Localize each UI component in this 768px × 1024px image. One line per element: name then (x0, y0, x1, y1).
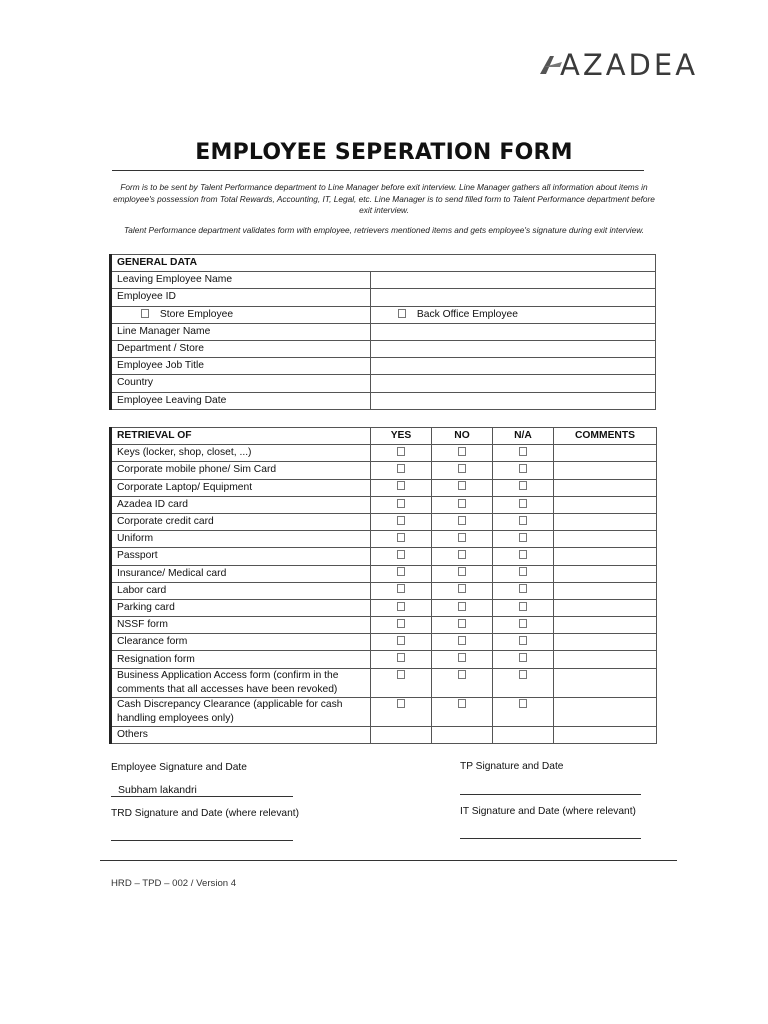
logo-wordmark: AZADEA (560, 48, 699, 82)
table-row (111, 668, 657, 697)
retrieval-no-cell (432, 726, 493, 743)
country-field[interactable] (371, 375, 656, 392)
table-row (111, 375, 656, 392)
retrieval-no-checkbox[interactable] (458, 550, 466, 559)
retrieval-na-cell (493, 668, 554, 697)
retrieval-no-cell (432, 513, 493, 530)
retrieval-yes-checkbox[interactable] (397, 550, 405, 559)
column-header-na: N/A (493, 428, 554, 445)
retrieval-item-label: Insurance/ Medical card (111, 565, 371, 582)
department-store-field[interactable] (371, 340, 656, 357)
retrieval-no-checkbox[interactable] (458, 619, 466, 628)
retrieval-yes-checkbox[interactable] (397, 481, 405, 490)
footer-divider (100, 860, 677, 861)
retrieval-na-checkbox[interactable] (519, 653, 527, 662)
retrieval-na-checkbox[interactable] (519, 670, 527, 679)
instruction-note-1: Form is to be sent by Talent Performance department to Line Manager before exit interview. Line Manager gathers all information about items in employee's possession from Total Rewards, Accounting, IT, Legal, etc. Line Manager is to send filled form to Talent Performance department before exit interview. (113, 182, 655, 215)
retrieval-comment-field[interactable] (554, 531, 657, 548)
retrieval-yes-checkbox[interactable] (397, 602, 405, 611)
table-row (111, 323, 656, 340)
retrieval-no-checkbox[interactable] (458, 481, 466, 490)
table-row (111, 462, 657, 479)
employee-signature-value[interactable]: Subham lakandri (118, 784, 197, 796)
retrieval-item-label: Parking card (111, 599, 371, 616)
retrieval-yes-cell (371, 496, 432, 513)
retrieval-item-label: Corporate Laptop/ Equipment (111, 479, 371, 496)
retrieval-na-checkbox[interactable] (519, 602, 527, 611)
retrieval-no-checkbox[interactable] (458, 584, 466, 593)
table-row (111, 531, 657, 548)
page-title: EMPLOYEE SEPERATION FORM (195, 140, 573, 165)
retrieval-na-checkbox[interactable] (519, 699, 527, 708)
trd-signature-label: TRD Signature and Date (where relevant) (111, 808, 299, 819)
retrieval-na-cell (493, 548, 554, 565)
retrieval-yes-checkbox[interactable] (397, 619, 405, 628)
retrieval-yes-cell (371, 462, 432, 479)
general-data-heading: GENERAL DATA (111, 255, 656, 272)
retrieval-item-label: Keys (locker, shop, closet, ...) (111, 445, 371, 462)
retrieval-yes-cell (371, 726, 432, 743)
retrieval-yes-checkbox[interactable] (397, 636, 405, 645)
employee-id-field[interactable] (371, 289, 656, 306)
retrieval-item-label: Uniform (111, 531, 371, 548)
retrieval-item-label: Others (111, 726, 371, 743)
retrieval-na-cell (493, 651, 554, 668)
tp-signature-label: TP Signature and Date (460, 761, 564, 772)
retrieval-no-cell (432, 634, 493, 651)
retrieval-no-checkbox[interactable] (458, 670, 466, 679)
retrieval-item-label: Resignation form (111, 651, 371, 668)
retrieval-no-checkbox[interactable] (458, 447, 466, 456)
retrieval-yes-checkbox[interactable] (397, 699, 405, 708)
retrieval-na-checkbox[interactable] (519, 481, 527, 490)
retrieval-comment-field[interactable] (554, 651, 657, 668)
table-row (111, 697, 657, 726)
retrieval-yes-checkbox[interactable] (397, 533, 405, 542)
field-label: Leaving Employee Name (111, 272, 371, 289)
back-office-checkbox[interactable] (398, 309, 406, 318)
company-logo (538, 46, 728, 82)
retrieval-na-cell (493, 617, 554, 634)
table-row (111, 289, 656, 306)
field-label: Line Manager Name (111, 323, 371, 340)
back-office-cell (371, 306, 656, 323)
table-row (111, 496, 657, 513)
retrieval-item-label: Clearance form (111, 634, 371, 651)
retrieval-yes-checkbox[interactable] (397, 499, 405, 508)
table-row (111, 358, 656, 375)
retrieval-yes-cell (371, 479, 432, 496)
employee-signature-line (111, 796, 293, 797)
table-row (111, 651, 657, 668)
table-row (111, 272, 656, 289)
table-row (111, 582, 657, 599)
retrieval-comment-field[interactable] (554, 496, 657, 513)
retrieval-yes-cell (371, 617, 432, 634)
leaving-date-field[interactable] (371, 392, 656, 409)
retrieval-na-cell (493, 462, 554, 479)
retrieval-no-cell (432, 582, 493, 599)
retrieval-na-checkbox[interactable] (519, 550, 527, 559)
retrieval-no-checkbox[interactable] (458, 636, 466, 645)
retrieval-comment-field[interactable] (554, 634, 657, 651)
retrieval-na-cell (493, 599, 554, 616)
retrieval-item-label: Cash Discrepancy Clearance (applicable for cash handling employees only) (111, 697, 371, 726)
retrieval-comment-field[interactable] (554, 565, 657, 582)
retrieval-na-cell (493, 634, 554, 651)
retrieval-no-checkbox[interactable] (458, 533, 466, 542)
retrieval-na-checkbox[interactable] (519, 499, 527, 508)
retrieval-na-cell (493, 697, 554, 726)
field-label: Employee ID (111, 289, 371, 306)
store-employee-checkbox[interactable] (141, 309, 149, 318)
retrieval-na-checkbox[interactable] (519, 464, 527, 473)
retrieval-no-checkbox[interactable] (458, 567, 466, 576)
field-label: Department / Store (111, 340, 371, 357)
retrieval-na-cell (493, 496, 554, 513)
retrieval-comment-field[interactable] (554, 445, 657, 462)
retrieval-yes-checkbox[interactable] (397, 516, 405, 525)
retrieval-no-cell (432, 531, 493, 548)
back-office-label: Back Office Employee (416, 308, 518, 320)
retrieval-na-checkbox[interactable] (519, 636, 527, 645)
retrieval-body (111, 445, 657, 744)
retrieval-no-checkbox[interactable] (458, 499, 466, 508)
field-label: Country (111, 375, 371, 392)
retrieval-comment-field[interactable] (554, 726, 657, 743)
line-manager-name-field[interactable] (371, 323, 656, 340)
it-signature-line[interactable] (460, 838, 641, 839)
retrieval-item-label: Labor card (111, 582, 371, 599)
retrieval-na-cell (493, 726, 554, 743)
retrieval-yes-checkbox[interactable] (397, 670, 405, 679)
table-row (111, 306, 656, 323)
retrieval-no-cell (432, 668, 493, 697)
retrieval-na-checkbox[interactable] (519, 584, 527, 593)
leaving-employee-name-field[interactable] (371, 272, 656, 289)
retrieval-yes-cell (371, 668, 432, 697)
retrieval-yes-checkbox[interactable] (397, 653, 405, 662)
retrieval-item-label: NSSF form (111, 617, 371, 634)
retrieval-no-cell (432, 697, 493, 726)
trd-signature-line[interactable] (111, 840, 293, 841)
instruction-note-2: Talent Performance department validates form with employee, retrievers mentioned items and gets employee's signature during exit interview. (123, 225, 645, 235)
retrieval-comment-field[interactable] (554, 617, 657, 634)
retrieval-no-checkbox[interactable] (458, 516, 466, 525)
retrieval-no-cell (432, 651, 493, 668)
table-row (111, 726, 657, 743)
tp-signature-line[interactable] (460, 794, 641, 795)
table-header-row (111, 428, 657, 445)
table-row (111, 392, 656, 409)
retrieval-no-checkbox[interactable] (458, 699, 466, 708)
table-row (111, 513, 657, 530)
retrieval-yes-cell (371, 697, 432, 726)
retrieval-na-cell (493, 479, 554, 496)
document-code: HRD – TPD – 002 / Version 4 (111, 878, 237, 889)
retrieval-yes-cell (371, 513, 432, 530)
retrieval-yes-cell (371, 634, 432, 651)
it-signature-label: IT Signature and Date (where relevant) (460, 806, 636, 817)
table-row (111, 340, 656, 357)
retrieval-no-checkbox[interactable] (458, 602, 466, 611)
retrieval-no-cell (432, 479, 493, 496)
retrieval-na-checkbox[interactable] (519, 516, 527, 525)
column-header-no: NO (432, 428, 493, 445)
retrieval-yes-cell (371, 599, 432, 616)
retrieval-comment-field[interactable] (554, 513, 657, 530)
retrieval-yes-cell (371, 548, 432, 565)
table-row (111, 445, 657, 462)
table-row (111, 565, 657, 582)
retrieval-comment-field[interactable] (554, 462, 657, 479)
retrieval-yes-checkbox[interactable] (397, 584, 405, 593)
retrieval-item-label: Business Application Access form (confirm in the comments that all accesses have been revoked) (111, 668, 371, 697)
table-row (111, 617, 657, 634)
retrieval-table (109, 427, 657, 744)
table-row (111, 548, 657, 565)
retrieval-no-checkbox[interactable] (458, 464, 466, 473)
table-row (111, 634, 657, 651)
retrieval-no-cell (432, 548, 493, 565)
retrieval-comment-field[interactable] (554, 697, 657, 726)
retrieval-no-cell (432, 565, 493, 582)
retrieval-yes-cell (371, 582, 432, 599)
retrieval-comment-field[interactable] (554, 479, 657, 496)
retrieval-na-cell (493, 513, 554, 530)
retrieval-item-label: Passport (111, 548, 371, 565)
retrieval-na-cell (493, 531, 554, 548)
job-title-field[interactable] (371, 358, 656, 375)
store-employee-cell (111, 306, 371, 323)
field-label: Employee Leaving Date (111, 392, 371, 409)
retrieval-yes-cell (371, 445, 432, 462)
retrieval-no-cell (432, 445, 493, 462)
table-row (111, 599, 657, 616)
field-label: Employee Job Title (111, 358, 371, 375)
retrieval-comment-field[interactable] (554, 599, 657, 616)
retrieval-comment-field[interactable] (554, 548, 657, 565)
retrieval-item-label: Azadea ID card (111, 496, 371, 513)
retrieval-yes-cell (371, 565, 432, 582)
retrieval-no-cell (432, 617, 493, 634)
retrieval-na-checkbox[interactable] (519, 447, 527, 456)
retrieval-comment-field[interactable] (554, 668, 657, 697)
retrieval-item-label: Corporate mobile phone/ Sim Card (111, 462, 371, 479)
retrieval-na-cell (493, 565, 554, 582)
retrieval-yes-cell (371, 531, 432, 548)
retrieval-no-cell (432, 599, 493, 616)
retrieval-yes-checkbox[interactable] (397, 447, 405, 456)
retrieval-no-cell (432, 496, 493, 513)
retrieval-na-cell (493, 582, 554, 599)
column-header-comments: COMMENTS (554, 428, 657, 445)
store-employee-label: Store Employee (159, 308, 234, 320)
general-data-table (109, 254, 656, 410)
retrieval-comment-field[interactable] (554, 582, 657, 599)
retrieval-no-checkbox[interactable] (458, 653, 466, 662)
column-header-retrieval: RETRIEVAL OF (111, 428, 371, 445)
table-row (111, 255, 656, 272)
retrieval-na-checkbox[interactable] (519, 619, 527, 628)
retrieval-na-checkbox[interactable] (519, 567, 527, 576)
retrieval-na-cell (493, 445, 554, 462)
title-underline (112, 170, 644, 171)
retrieval-yes-cell (371, 651, 432, 668)
retrieval-no-cell (432, 462, 493, 479)
retrieval-item-label: Corporate credit card (111, 513, 371, 530)
retrieval-yes-checkbox[interactable] (397, 567, 405, 576)
column-header-yes: YES (371, 428, 432, 445)
table-row (111, 479, 657, 496)
retrieval-yes-checkbox[interactable] (397, 464, 405, 473)
employee-signature-label: Employee Signature and Date (111, 762, 247, 773)
retrieval-na-checkbox[interactable] (519, 533, 527, 542)
